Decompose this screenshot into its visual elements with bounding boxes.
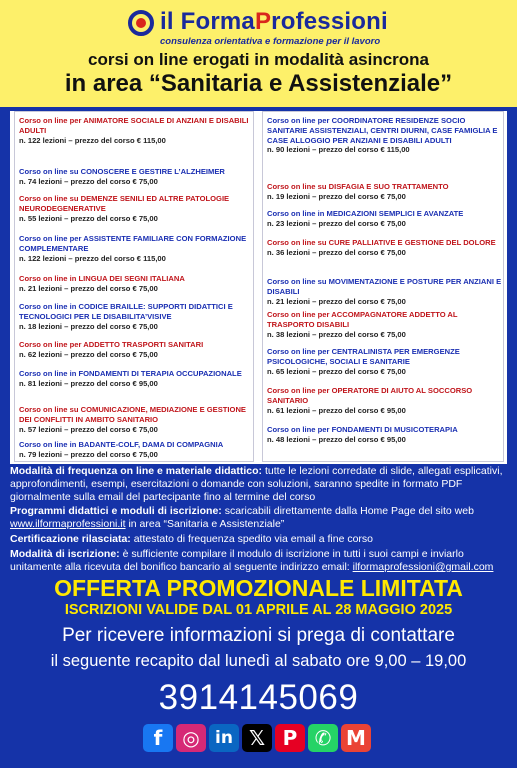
- course-prefix: Corso on line in: [19, 440, 79, 449]
- course-prefix: Corso on line su: [267, 277, 329, 286]
- course-title: CURE PALLIATIVE E GESTIONE DEL DOLORE: [328, 238, 496, 247]
- course-title: COORDINATORE RESIDENZE SOCIO SANITARIE ASSISTENZIALI, CENTRI DIURNI, CASE FAMIGLIA E CASE ALLOGGIO PER ANZIANI E DISABILI ADULTI: [267, 116, 498, 145]
- course-item: [267, 209, 503, 229]
- course-meta: n. 48 lezioni – prezzo del corso € 95,00: [267, 434, 406, 444]
- website-link[interactable]: www.ilformaprofessioni.it: [10, 518, 126, 530]
- course-prefix: Corso on line per: [267, 347, 332, 356]
- course-item: [267, 277, 503, 306]
- course-title: FONDAMENTI DI MUSICOTERAPIA: [331, 425, 458, 434]
- course-item: [19, 194, 251, 223]
- course-column-left: [14, 111, 254, 462]
- promo-title: OFFERTA PROMOZIONALE LIMITATA: [54, 575, 463, 601]
- course-meta: n. 81 lezioni – prezzo del corso € 95,00: [19, 378, 158, 388]
- course-item: [267, 238, 503, 258]
- course-column-right: [262, 111, 504, 462]
- headline-line1: corsi on line erogati in modalità asincrona: [87, 50, 430, 69]
- course-item: [267, 425, 503, 445]
- course-meta: n. 122 lezioni – prezzo del corso € 115,00: [19, 253, 166, 263]
- course-prefix: Corso on line in: [267, 209, 327, 218]
- course-meta: n. 19 lezioni – prezzo del corso € 75,00: [267, 191, 406, 201]
- course-prefix: Corso on line per: [267, 310, 332, 319]
- whatsapp-icon[interactable]: ✆: [308, 724, 338, 752]
- course-item: [19, 405, 251, 434]
- course-title: DEMENZE SENILI ED ALTRE PATOLOGIE NEURODEGENERATIVE: [19, 194, 230, 213]
- course-title: CENTRALINISTA PER EMERGENZE PSICOLOGICHE, SOCIALI E SANITARIE: [267, 347, 460, 366]
- course-title: LINGUA DEI SEGNI ITALIANA: [78, 274, 185, 283]
- header-banner: [0, 0, 517, 107]
- course-item: [19, 274, 251, 294]
- course-title: MOVIMENTAZIONE E POSTURE PER ANZIANI E DISABILI: [267, 277, 502, 296]
- course-prefix: Corso on line per: [19, 340, 84, 349]
- course-meta: n. 38 lezioni – prezzo del corso € 75,00: [267, 329, 406, 339]
- course-meta: n. 62 lezioni – prezzo del corso € 75,00: [19, 349, 158, 359]
- course-item: [267, 386, 503, 415]
- contact-line2: il seguente recapito dal lunedì al sabato ore 9,00 – 19,00: [50, 652, 467, 670]
- course-prefix: Corso on line su: [267, 238, 329, 247]
- logo-icon: [128, 10, 154, 36]
- pinterest-icon[interactable]: P: [275, 724, 305, 752]
- course-item: [267, 347, 503, 376]
- course-prefix: Corso on line per: [19, 234, 84, 243]
- course-meta: n. 36 lezioni – prezzo del corso € 75,00: [267, 247, 406, 257]
- course-title: DISFAGIA E SUO TRATTAMENTO: [328, 182, 449, 191]
- course-item: [19, 369, 251, 389]
- course-meta: n. 79 lezioni – prezzo del corso € 75,00: [19, 449, 158, 459]
- course-title: OPERATORE DI AIUTO AL SOCCORSO SANITARIO: [267, 386, 473, 405]
- course-title: FONDAMENTI DI TERAPIA OCCUPAZIONALE: [78, 369, 242, 378]
- course-title: ANIMATORE SOCIALE DI ANZIANI E DISABILI ADULTI: [19, 116, 249, 135]
- course-item: [19, 440, 251, 460]
- headline-line2: in area “Sanitaria e Assistenziale”: [64, 70, 453, 97]
- course-item: [19, 167, 251, 187]
- info-enrollment: Modalità di iscrizione: è sufficiente compilare il modulo di iscrizione in tutti i suoi campi e inviarlo unitamente alla ricevuta del bonifico bancario al seguente indirizzo email: ilformaprofessioni@gmail.com: [10, 548, 494, 573]
- course-prefix: Corso on line per: [19, 116, 84, 125]
- course-title: CODICE BRAILLE: SUPPORTI DIDATTICI E TECNOLOGICI PER LE DISABILITA’VISIVE: [19, 302, 233, 321]
- course-item: [267, 182, 503, 202]
- course-title: COMUNICAZIONE, MEDIAZIONE E GESTIONE DEI CONFLITTI IN AMBITO SANITARIO: [19, 405, 246, 424]
- course-meta: n. 21 lezioni – prezzo del corso € 75,00: [267, 296, 406, 306]
- course-title: BADANTE-COLF, DAMA DI COMPAGNIA: [78, 440, 224, 449]
- course-meta: n. 21 lezioni – prezzo del corso € 75,00: [19, 283, 158, 293]
- logo-wordmark: il FormaProfessioni: [160, 8, 388, 35]
- facebook-icon[interactable]: f: [143, 724, 173, 752]
- course-meta: n. 90 lezioni – prezzo del corso € 115,00: [267, 145, 410, 155]
- course-prefix: Corso on line in: [19, 302, 79, 311]
- course-prefix: Corso on line in: [19, 274, 79, 283]
- course-meta: n. 23 lezioni – prezzo del corso € 75,00: [267, 218, 406, 228]
- course-title: ADDETTO TRASPORTI SANITARI: [83, 340, 204, 349]
- course-prefix: Corso on line su: [267, 182, 329, 191]
- course-prefix: Corso on line su: [19, 194, 81, 203]
- social-bar: [143, 724, 371, 752]
- instagram-icon[interactable]: ◎: [176, 724, 206, 752]
- course-panel: [10, 111, 507, 464]
- logo: [128, 8, 388, 48]
- course-prefix: Corso on line su: [19, 405, 81, 414]
- promo-dates: ISCRIZIONI VALIDE DAL 01 APRILE AL 28 MAGGIO 2025: [64, 602, 453, 618]
- course-prefix: Corso on line per: [267, 386, 332, 395]
- course-title: CONOSCERE E GESTIRE L’ALZHEIMER: [80, 167, 225, 176]
- course-prefix: Corso on line in: [19, 369, 79, 378]
- course-meta: n. 65 lezioni – prezzo del corso € 75,00: [267, 366, 406, 376]
- x-icon[interactable]: 𝕏: [242, 724, 272, 752]
- course-item: [267, 310, 503, 339]
- gmail-icon[interactable]: M: [341, 724, 371, 752]
- course-item: [267, 116, 503, 155]
- info-certification: Certificazione rilasciata: attestato di frequenza spedito via email a fine corso: [10, 533, 374, 545]
- course-title: ASSISTENTE FAMILIARE CON FORMAZIONE COMPLEMENTARE: [19, 234, 247, 253]
- course-item: [19, 340, 251, 360]
- course-meta: n. 18 lezioni – prezzo del corso € 75,00: [19, 321, 158, 331]
- course-meta: n. 122 lezioni – prezzo del corso € 115,00: [19, 135, 166, 145]
- course-title: ACCOMPAGNATORE ADDETTO AL TRASPORTO DISABILI: [267, 310, 458, 329]
- email-link[interactable]: ilformaprofessioni@gmail.com: [352, 561, 494, 573]
- course-item: [19, 116, 251, 145]
- contact-line1: Per ricevere informazioni si prega di contattare: [62, 625, 455, 646]
- logo-tagline: consulenza orientativa e formazione per il lavoro: [160, 36, 381, 47]
- phone-number[interactable]: 3914145069: [158, 678, 359, 717]
- course-meta: n. 74 lezioni – prezzo del corso € 75,00: [19, 176, 158, 186]
- course-prefix: Corso on line per: [267, 116, 332, 125]
- course-meta: n. 57 lezioni – prezzo del corso € 75,00: [19, 424, 158, 434]
- course-meta: n. 55 lezioni – prezzo del corso € 75,00: [19, 213, 158, 223]
- course-prefix: Corso on line su: [19, 167, 81, 176]
- course-meta: n. 61 lezioni – prezzo del corso € 95,00: [267, 405, 406, 415]
- linkedin-icon[interactable]: in: [209, 724, 239, 752]
- info-frequency: Modalità di frequenza on line e materiale didattico: tutte le lezioni corredate di slide, allegati esplicativi, approfondimenti, esempi, esercitazioni o domande con soluzioni, saranno spedite in formato PDF giornalmente sulla email del partecipante fino al termine del corso: [10, 465, 503, 503]
- info-programs: Programmi didattici e moduli di iscrizione: scaricabili direttamente dalla Home Page del sito web www.ilformaprofessioni.it in area “Sanitaria e Assistenziale”: [10, 505, 474, 530]
- course-item: [19, 302, 251, 331]
- course-item: [19, 234, 251, 263]
- course-prefix: Corso on line per: [267, 425, 332, 434]
- course-title: MEDICAZIONI SEMPLICI E AVANZATE: [326, 209, 464, 218]
